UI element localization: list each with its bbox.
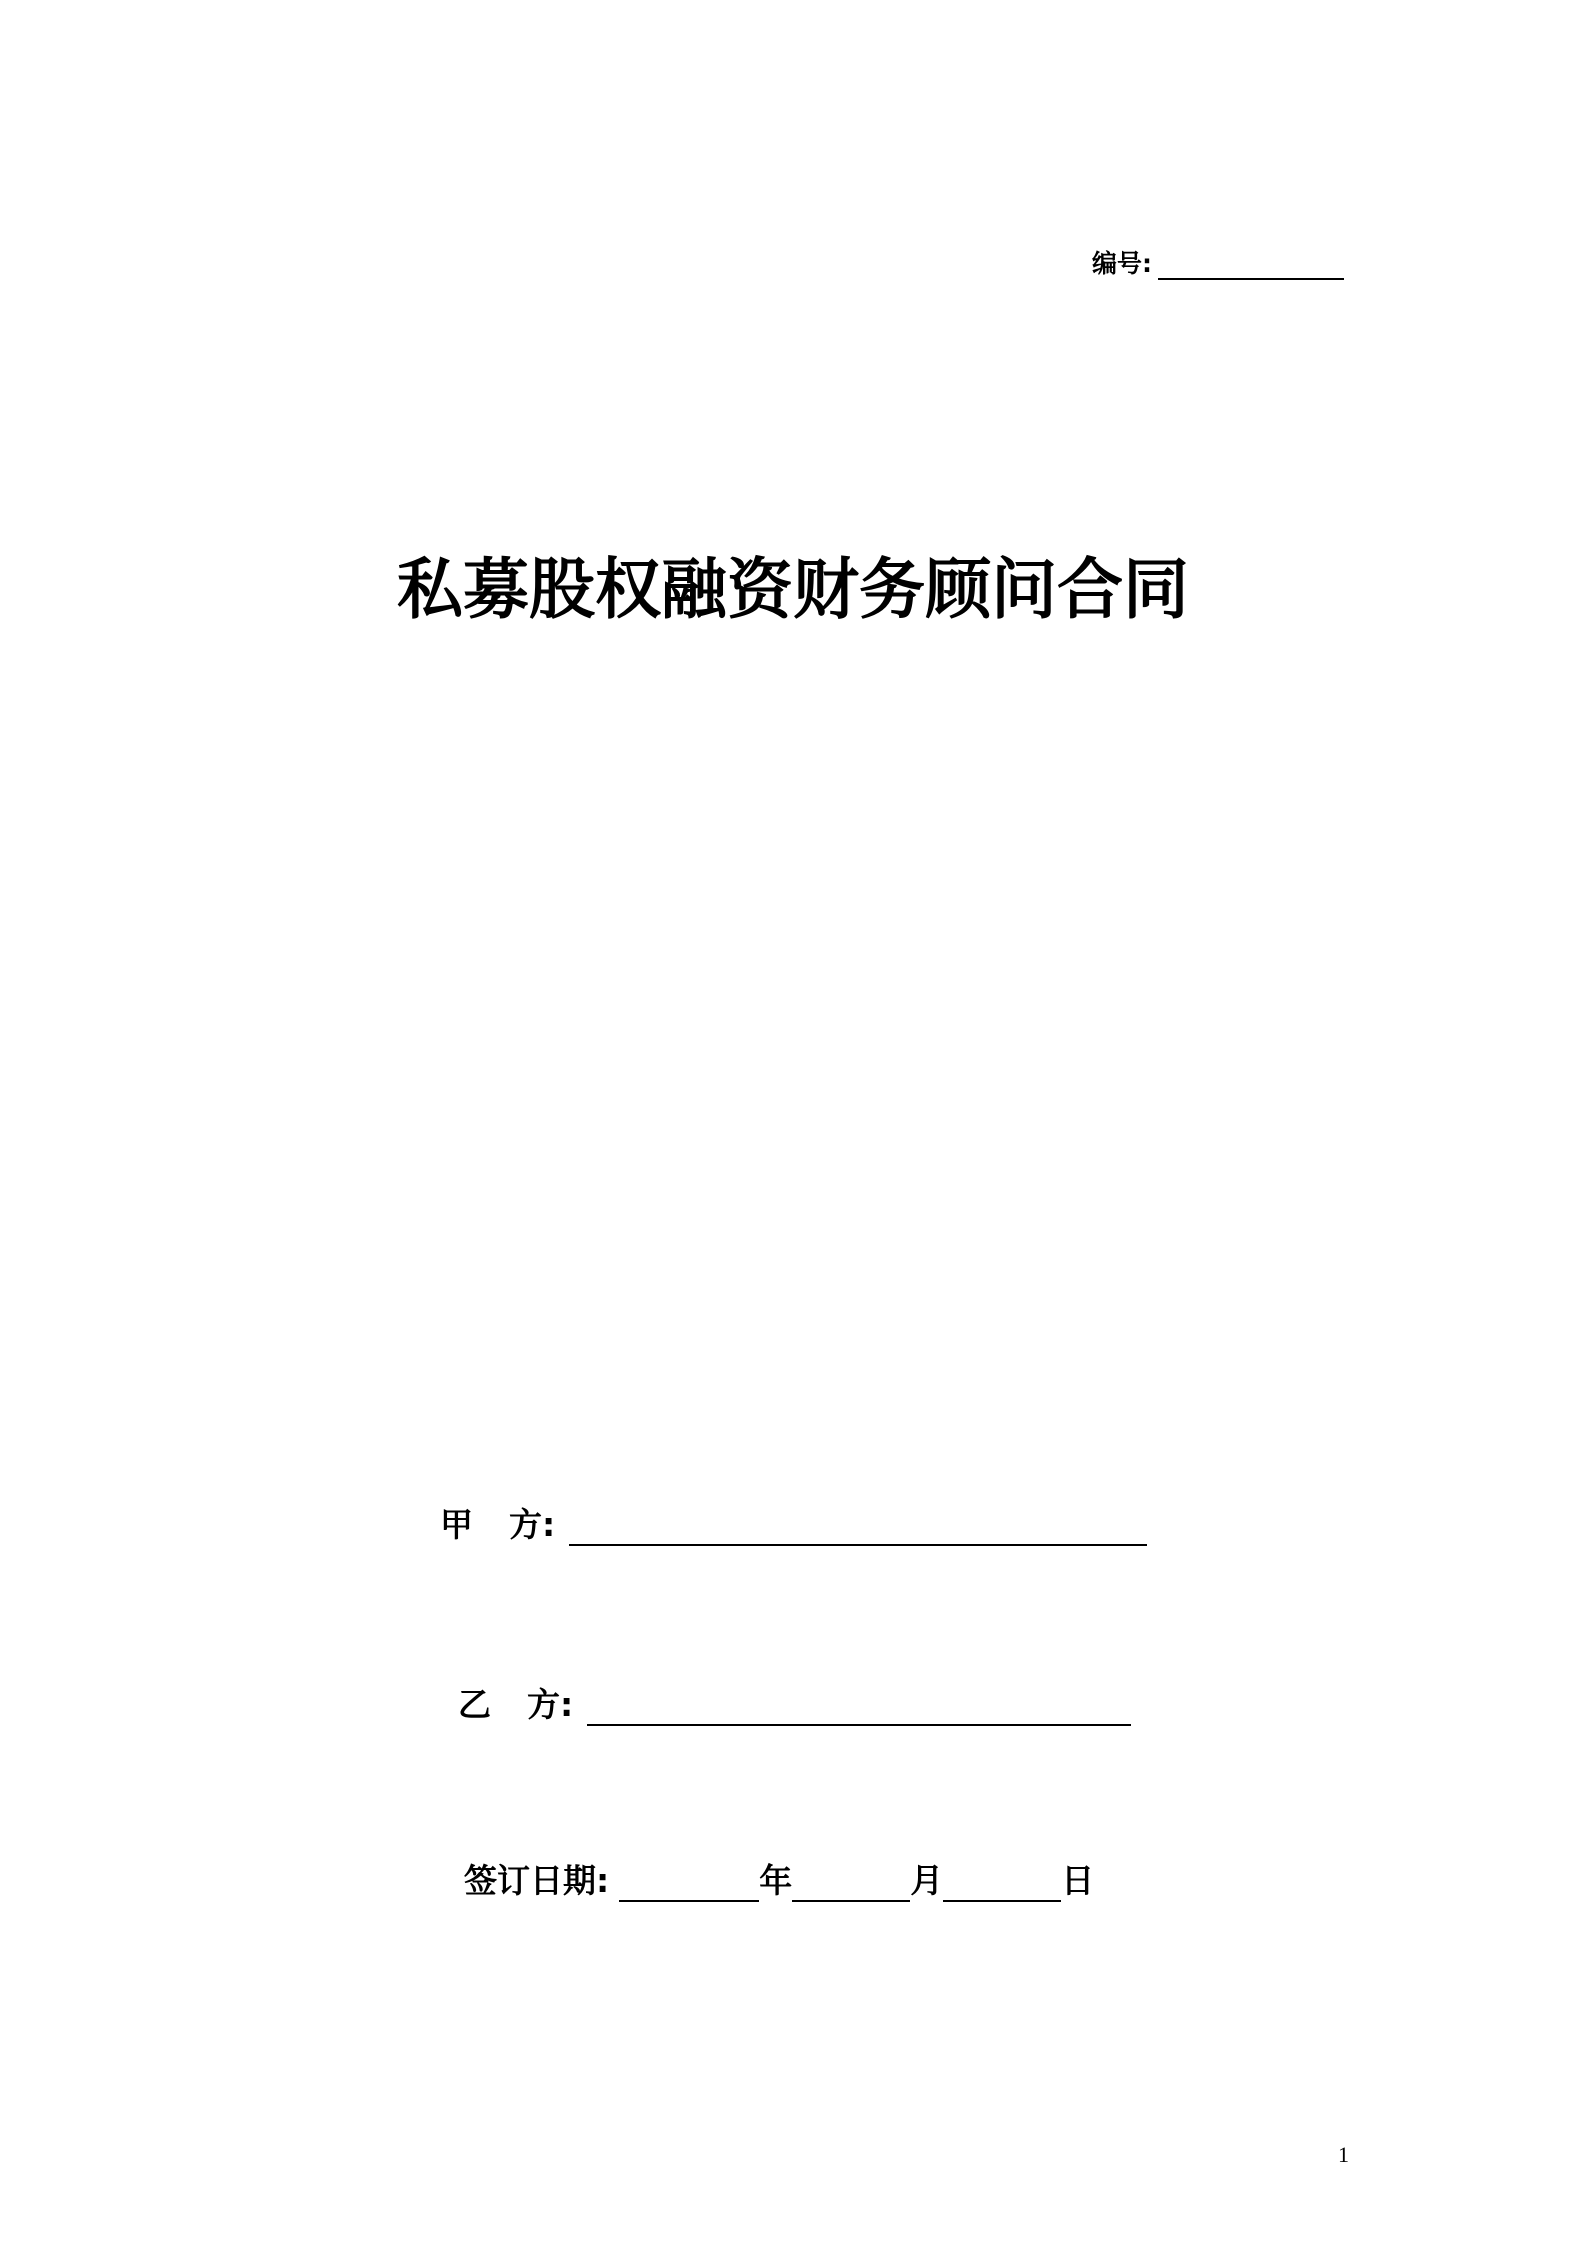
sign-date-year-blank [619,1866,759,1902]
sign-date-day-blank [943,1866,1061,1902]
sign-date-month-blank [792,1866,910,1902]
party-a-field [440,1500,1147,1546]
party-b-blank [587,1690,1131,1726]
sign-date-year-label: 年 [759,1861,793,1900]
contract-number-label: 编号: [1092,249,1152,278]
party-b-field [458,1680,1131,1726]
party-a-label-first: 甲 [440,1505,473,1544]
party-b-label-second: 方: [527,1685,574,1724]
page-title: 私募股权融资财务顾问合同 [397,551,1189,628]
party-a-label-second: 方: [509,1505,556,1544]
sign-date-day-label: 日 [1061,1861,1095,1900]
party-a-label [440,1499,555,1546]
sign-date-field [464,1856,1094,1902]
party-b-label [458,1679,573,1726]
party-b-label-first: 乙 [458,1685,491,1724]
contract-number-blank [1158,252,1344,280]
page-number: 1 [1338,2142,1349,2167]
contract-number-field [1092,246,1344,280]
party-a-blank [569,1510,1147,1546]
sign-date-label: 签订日期: [464,1861,610,1900]
sign-date-month-label: 月 [910,1861,944,1900]
